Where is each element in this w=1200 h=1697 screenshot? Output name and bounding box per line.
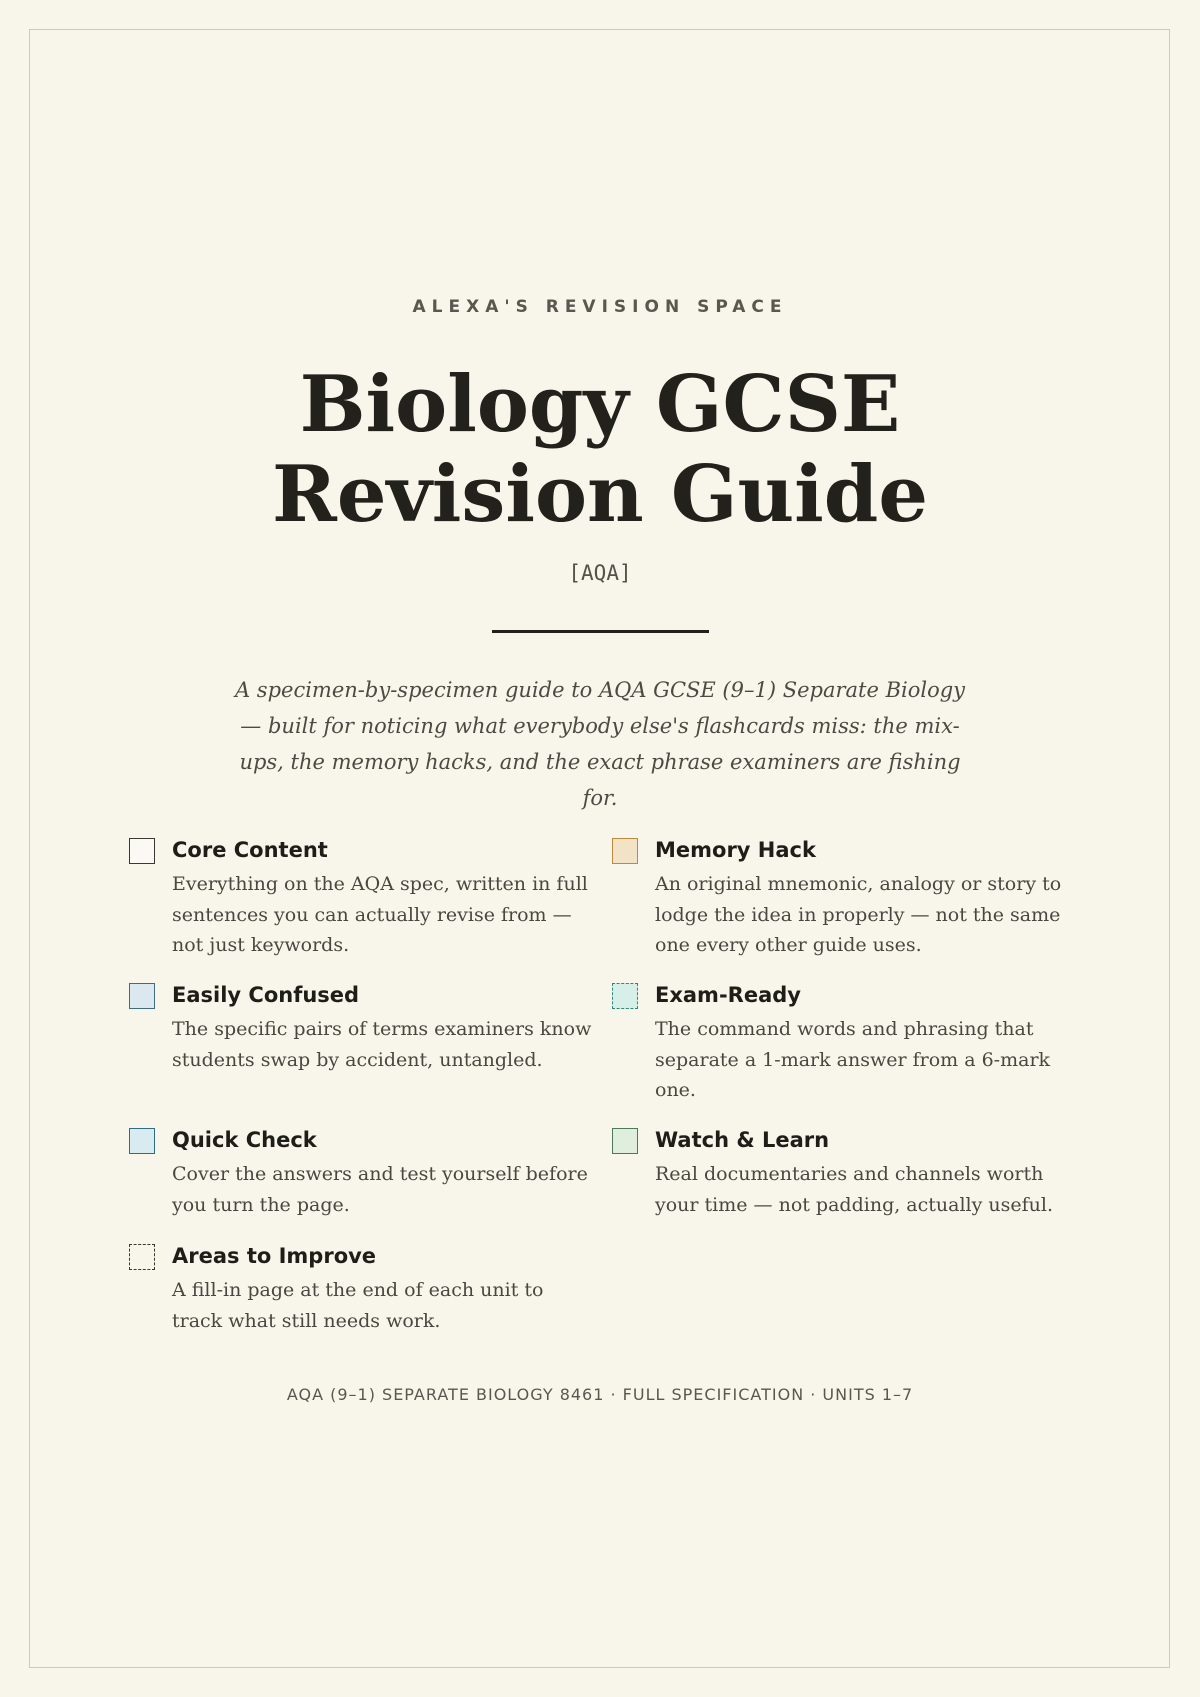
exam-board-label: [AQA] <box>568 561 632 585</box>
watch-and-learn-swatch-icon <box>612 1128 638 1154</box>
core-content-swatch-icon <box>129 838 155 864</box>
title-line-2: Revision Guide <box>272 449 928 540</box>
title-divider <box>492 630 709 633</box>
easily-confused-swatch-icon <box>129 983 155 1009</box>
key-item-title: Memory Hack <box>655 838 816 862</box>
key-item-title: Exam-Ready <box>655 983 801 1007</box>
brand-label: ALEXA'S REVISION SPACE <box>412 297 788 317</box>
memory-hack-swatch-icon <box>612 838 638 864</box>
key-item-title: Core Content <box>172 838 328 862</box>
key-item-description: Real documentaries and channels worth your time — not padding, actually useful. <box>655 1163 1054 1216</box>
quick-check-swatch-icon <box>129 1128 155 1154</box>
key-item-description: Cover the answers and test yourself before you turn the page. <box>172 1163 588 1216</box>
key-item-description: An original mnemonic, analogy or story to lodge the idea in properly — not the same one every other guide uses. <box>655 873 1062 956</box>
areas-to-improve-swatch-icon <box>129 1244 155 1270</box>
key-item-title: Quick Check <box>172 1128 317 1152</box>
key-item-description: The specific pairs of terms examiners know students swap by accident, untangled. <box>172 1018 592 1071</box>
key-item-title: Watch & Learn <box>655 1128 830 1152</box>
key-item-description: Everything on the AQA spec, written in full sentences you can actually revise from — not just keywords. <box>172 873 588 956</box>
footer-spec-line: AQA (9–1) SEPARATE BIOLOGY 8461 · FULL SPECIFICATION · UNITS 1–7 <box>286 1385 914 1404</box>
key-item-description: The command words and phrasing that separate a 1-mark answer from a 6-mark one. <box>655 1018 1051 1101</box>
title-line-1: Biology GCSE <box>299 359 901 450</box>
page-title <box>0 360 1200 540</box>
key-item-description: A fill-in page at the end of each unit to track what still needs work. <box>172 1279 544 1332</box>
exam-ready-swatch-icon <box>612 983 638 1009</box>
key-item-title: Areas to Improve <box>172 1244 377 1268</box>
key-item-title: Easily Confused <box>172 983 360 1007</box>
intro-paragraph: A specimen-by-specimen guide to AQA GCSE (9–1) Separate Biology — built for noticing what everybody else's flashcards miss: the mix-ups, the memory hacks, and the exact phrase examiners are fishing for. <box>234 678 966 810</box>
